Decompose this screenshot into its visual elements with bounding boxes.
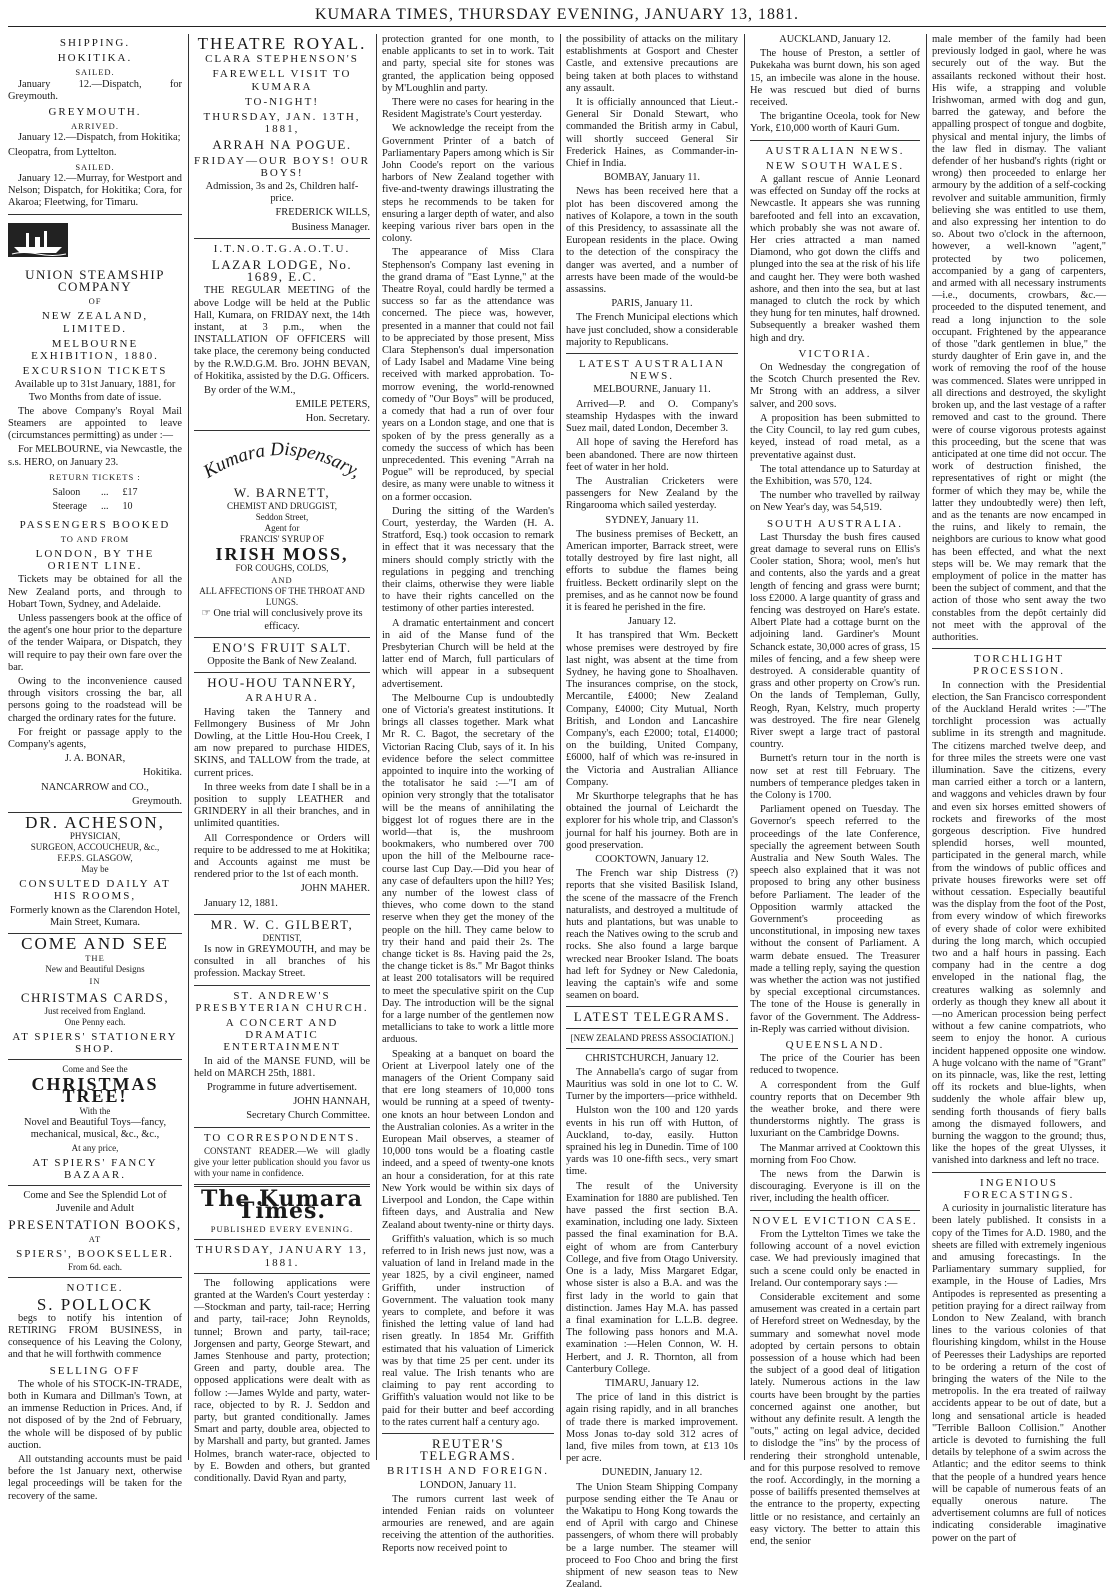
subsection-heading: NEW SOUTH WALES. — [765, 159, 905, 172]
editorial-date: THURSDAY, JANUARY 13, 1881. — [196, 1244, 368, 1269]
article-text: The total attendance up to Saturday at the Exhibition, was 570, 124. — [750, 463, 920, 487]
hokitika-heading: HOKITIKA. — [57, 52, 133, 65]
article-text: A proposition has been submitted to the City Council, to lay red gum cubes, keyed, instead of road metal, as a preventative against dust. — [750, 412, 920, 461]
come-and-see-heading: COME AND SEE — [21, 933, 169, 953]
article-text: The following applications were granted at the Warden's Court yesterday :—Stockman and party, tail-race; Herring and party, tail-race; John Reynolds, tunnel; Brown and party, tail-race; Jorgensen and party, George Stewart, and James Stenhouse and party, protection; Green and party, double area. The opposed applications were dealt with as follow :—James Wylde and party, water-race, objected to by R. J. Seddon and party, but granted conditionally. James Smart and party, double area, objected to by Marshall and party, but granted. James Holmes, branch water-race, objected to by E. Bowden and others, but granted conditionally. David Ryan and party, — [194, 1277, 370, 1485]
article-text: The number who travelled by railway on New Year's day, was 54,519. — [750, 490, 920, 514]
column-1 — [8, 34, 182, 1502]
article-text: the possibility of attacks on the military establishments at Gosport and Chester Castle, and extensive precautions are being taken at both places to withstand any assault. — [566, 34, 738, 94]
theatre-royal-heading: THEATRE ROYAL. — [197, 34, 367, 53]
ad-text: Programme in future advertisement. — [206, 1082, 358, 1093]
press-association-label: [NEW ZEALAND PRESS ASSOCIATION.] — [570, 1032, 734, 1043]
article-text: The business premises of Beckett, an American importer, Barrack street, were totally destroyed by fire last night, all efforts to subdue the flames being fruitless. Beckett ordinarily slept on the premises, and as he cannot now be found it is feared he perished in the fire. — [566, 528, 738, 613]
masthead: KUMARA TIMES, THURSDAY EVENING, JANUARY 13, 1881. — [8, 4, 1106, 27]
signatory-title: Business Manager. — [291, 221, 370, 233]
dateline: BOMBAY, January 11. — [603, 172, 701, 184]
ad-text: Tickets may be obtained for all the New Zealand ports, and through to Hobart Town, Sydney, and Adelaide. — [8, 574, 182, 610]
dateline: CHRISTCHURCH, January 12. — [585, 1052, 719, 1064]
union-steamship-title: UNION STEAMSHIP COMPANY — [25, 266, 165, 295]
ad-heading: FRIDAY—OUR BOYS! OUR BOYS! — [194, 154, 370, 179]
article-text: A curiosity in journalistic literature has been lately published. It consists in a copy of the Times for A.D. 1980, and the sheets are filled with extremely ingenious and amusing forecastings. In the Parliamentary summary supplied, for example, in the House of Ladies, Mrs Antipodes is represented as presenting a petition praying for a direct railway from London to New Zealand, with branch lines to the various colonies of that flourishing kingdom, whilst in the House of Peeresses their Ladyships are reported to be ordering a return of the cost of bringing the waters of the Nile to the metropolis. In the era treated of railway accidents appear to be out of date, but a long and sensational article is headed "Terrible Balloon Collision." Another article is devoted to furnishing the full details by telephone of a swim across the Atlantic; and the editor seems to think that the people of a hundred years hence will be capable of numerous feats of an equally onerous nature. The advertisement columns are full of notices indicating considerable imaginative power on the part of — [932, 1203, 1106, 1544]
article-text: male member of the family had been previously lodged in gaol, where he was securely out of the way. But the assailants reckoned without their host. His wife, a strapping and voluble Irishwoman, armed with dog and gun, barred the gateway, and before the appalling prospect of tongue and dogbite, physical and mental injury, the limbs of the law fled in dismay. The valiant defender of her husband's rights (right or wrong) then proceeded to enlarge her armoury by the addition of a self-cocking revolver and suitable ammunition, firmly believing she was entitled to use them, and also expressing her intention to do so. About two o'clock in the afternoon, however, a well-known "agent," protected by two policemen, accompanied by a gang of carpenters, and armed with all necessary instruments—i.e., documents, crowbars, &c.—proceeded to the disputed tenement, and read a long injunction to the sole occupant. Frightened by the appearance of those "dark gentlemen in blue," the sturdy daughter of Erin gave in, and the work of removing the roof of the house was commenced. Slates were unripped in all directions and destroyed, the skylight broken up, and the last vestage of a rafter removed and cast to the ground. There were of course vigorous protests against this proceeding, but the scene that was anticipated at one time did not occur. The work of destruction finished, the representatives of right or might (the former of which they may be, while the latter they undoubtedly were) then left, and as the tenants are now encamped in the ruins, and likely to remain, the neighbors are curious to know what good has been effected, and what the next steps will be. We may remark that the employment of police in the matter has been the subject of comment, and that the action of those who sent away the two constables from the depôt certainly did not meet with the approval of the authorities. — [932, 34, 1106, 643]
subsection-heading: VICTORIA. — [798, 347, 872, 360]
ticket-price: 10 — [122, 501, 133, 513]
availability-text: Available up to 31st January, 1881, for Two Months from date of issue. — [14, 379, 176, 403]
greymouth-heading: GREYMOUTH. — [48, 106, 142, 119]
ad-subline: PHYSICIAN, — [69, 831, 121, 842]
article-text: Burnett's return tour in the north is now set at rest till February. The numbers of temperance pledges taken in the Colony is 1700. — [750, 753, 920, 801]
agent-name: NANCARROW and CO., — [41, 781, 149, 793]
tannery-heading: HOU-HOU TANNERY, — [207, 675, 357, 691]
dateline: LONDON, January 11. — [419, 1479, 517, 1491]
column-2 — [194, 34, 370, 1485]
dateline: January 12. — [628, 616, 676, 628]
correspondents-heading: TO CORRESPONDENTS. — [203, 1131, 361, 1144]
ad-subline: THE — [85, 953, 105, 964]
article-text: News has been received here that a plot has been discovered among the natives of Kolapore, a town in the south of this Presidency, to assassinate all the European residents in the place. Owing to the detection of the conspiracy the danger was averted, and a number of arrests have been made of the would-be assassins. — [566, 186, 738, 296]
ad-subline: May be — [81, 864, 109, 875]
irish-moss-heading: IRISH MOSS, — [215, 543, 349, 564]
article-text: In connection with the Presidential election, the San Francisco correspondent of the Auckland Herald writes :—"The torchlight procession was actually sublime in its strength and magnitude. The citizens marched twelve deep, and for three miles the streets were one vast illumination. Save the citizens, every man carried either a torch or a lantern, and waggons and vehicles drawn by four and even six horses emitted showers of rockets and fireworks of the most gorgeous description. Five hundred splendid horses, well mounted, participated in the general march, while from the windows of public offices and private houses fireworks were set off without cessation. Especially beautiful was the display from the foot of the Post, from every window of which fireworks of every shade of color were exhibited during the long march, which occupied two and a half hours in passing. Each company had in the centre a dog enveloped in the national flag, the creatures walking as solemnly and orderly as though they knew all about it—no American procession being perfect without a few canine compatriots, who seem to enjoy the honor. A curious incident happened opposite one window. A huge volcano with the name of "Grant" on its pinnacle, was, like the rest, letting off its rockets and blue-lights, when suddenly the whole affair blew up, sending forth thousands of fiery balls among the dismayed followers, and burning the waggon to the ground; thus, like the hopes of the great Ulysses, it vanished into darkness and left no trace. — [932, 679, 1106, 1167]
article-text: All hope of saving the Hereford has been abandoned. There are now thirteen feet of water in her hold. — [566, 437, 738, 473]
article-text: A correspondent from the Gulf country reports that on December 9th the weather broke, and there were thunderstorms nightly. The grass is luxuriant on the Cambridge Downs. — [750, 1079, 920, 1140]
bookseller: SPIERS', BOOKSELLER. — [16, 1248, 174, 1261]
correspondent-note: CONSTANT READER.—We will gladly give your letter publication should you favor us with your name in confidence. — [194, 1145, 370, 1178]
ad-subline: ALL AFFECTIONS OF THE THROAT AND LUNGS. — [199, 586, 365, 608]
ad-text: In aid of the MANSE FUND, will be held on MARCH 25th, 1881. — [194, 1055, 370, 1079]
article-text: The French war ship Distress (?) reports that she visited Basilisk Island, the scene of the massacre of the French naturalists, and destroyed a multitude of huts and plantations, but was unable to reach the Natives owing to the scrub and rocks. She also found a large barque wrecked near Brooker Island. The boats had left for Sydney or New Caledonia, leaving the captain's wife and some seamen on board. — [566, 868, 738, 1002]
section-heading: INGENIOUS FORECASTINGS. — [963, 1176, 1075, 1201]
ad-text: For freight or passage apply to the Company's agents, — [8, 726, 182, 750]
ad-subline: Come and See the — [62, 1064, 128, 1075]
dateline: AUCKLAND, January 12. — [779, 34, 891, 45]
sailed-label: SAILED. — [75, 161, 115, 172]
gilbert-heading: MR. W. C. GILBERT, — [210, 916, 354, 932]
article-text: The Manmar arrived at Cooktown this morning from Foo Chow. — [750, 1142, 920, 1166]
kumara-dispensary-arched-title — [197, 435, 367, 483]
excursion-heading: EXCURSION TICKETS — [22, 365, 168, 378]
ad-subline: IN — [89, 976, 101, 987]
ad-text: For MELBOURNE, via Newcastle, the s.s. HERO, on January 23. — [8, 444, 182, 468]
article-text: Arrived—P. and O. Company's steamship Hydaspes with the inward Suez mail, dated London, December 3. — [566, 398, 738, 435]
signatory: FREDERICK WILLS, — [275, 207, 370, 219]
ad-text: THE REGULAR MEETING of the above Lodge will be held at the Public Hall, Kumara, on FRIDAY next, the 14th instant, at 3 p.m., when the INSTALLATION OF OFFICERS will take place, the ceremony being conducted by the R.W.D.G.M. Bro. JOHN BEVAN, of Hokitika, assisted by the D.G. Officers. — [194, 285, 370, 382]
ad-subline: AND — [271, 575, 293, 586]
ad-text: One trial will conclusively prove its efficacy. — [213, 608, 363, 632]
agent-name: J. A. BONAR, — [64, 753, 126, 765]
lazar-lodge-heading: LAZAR LODGE, No. 1689, E.C. — [211, 257, 353, 285]
masonic-heading: I.T.N.O.T.G.A.O.T.U. — [213, 242, 351, 255]
article-text: protection granted for one month, to enable applicants to set in to work. Tait and party, special site for stones was granted, the application being opposed by M'Loughlin and party. — [382, 34, 554, 94]
article-text: Mr Skurthorpe telegraphs that he has obtained the journal of Leichardt the explorer for his whole trip, and Classon's journal for half his journey. Both are in good preservation. — [566, 790, 738, 851]
ad-text: Having taken the Tannery and Fellmongery Business of Mr John Dowling, at the Little Hou-Hou Creek, I am now prepared to purchase HIDES, SKINS, and TALLOW from the trade, at current prices. — [194, 706, 370, 779]
ad-text: Opposite the Bank of New Zealand. — [207, 655, 357, 667]
ad-text: In three weeks from date I shall be in a position to supply LEATHER and GRINDERY in all their branches, and in unlimited quantities. — [194, 781, 370, 830]
ad-subline: New and Beautiful Designs — [45, 964, 145, 975]
article-text: On Wednesday the congregation of the Scotch Church presented the Rev. Mr Strong with an address, a silver salver, and 200 sovs. — [750, 362, 920, 410]
ad-subline: With the — [79, 1105, 111, 1116]
ad-text: All Correspondence or Orders will require to be addressed to me at Hokitika; and Accounts against me must be rendered prior to the 1st of each month. — [194, 832, 370, 881]
subsection-heading: SOUTH AUSTRALIA. — [767, 517, 903, 530]
ad-subline: At any price, — [71, 1143, 119, 1154]
article-text: The brigantine Oceola, took for New York, £10,000 worth of Kauri Gum. — [750, 111, 920, 135]
dispensary-title: Kumara Dispensary, — [199, 438, 365, 483]
dateline: COOKTOWN, January 12. — [595, 854, 709, 865]
to-from-label: TO AND FROM — [60, 533, 130, 544]
presentation-books-heading: PRESENTATION BOOKS, — [8, 1216, 182, 1232]
article-text: Last Thursday the bush fires caused great damage to several runs on Ellis's Cooler station, Shora; wool, men's hut and contents, also the yards and a great length of fencing and grass were burnt; loss £2000. A large quantity of grass and fencing was destroyed on Hare's estate. Albert Plate had a cottage burnt on the adjoining land. Gardiner's Mount Schanck estate, 30,000 acres of grass, 15 miles of fencing, and a few sheep were destroyed. A considerable quantity of grass and other property on Crow's run. On the lands of Templeman, Gully, Reogh, Ryan, Kelstry, much property was destroyed. The fire near Glenelg River swept a large tract of pastoral country. — [750, 531, 920, 751]
ad-heading: CLARA STEPHENSON'S — [205, 53, 359, 66]
subsection-heading: QUEENSLAND. — [785, 1039, 885, 1052]
dateline: SYDNEY, January 11. — [605, 514, 699, 526]
selling-off-heading: SELLING OFF — [49, 1364, 141, 1377]
ad-heading: FAREWELL VISIT TO KUMARA — [212, 68, 352, 93]
notice-heading: NOTICE. — [66, 1282, 124, 1295]
newspaper-page — [8, 4, 1106, 1591]
london-heading: LONDON, BY THE ORIENT LINE. — [35, 547, 155, 573]
section-heading: AUSTRALIAN NEWS. — [765, 144, 905, 157]
ad-text: Is now in GREYMOUTH, and may be consulted in all branches of his profession. Mackay Street. — [194, 943, 370, 980]
signatory: JOHN MAHER. — [300, 883, 370, 895]
ad-date: January 12, 1881. — [204, 897, 278, 909]
passengers-heading: PASSENGERS BOOKED — [19, 518, 171, 531]
shipping-line: Cleopatra, from Lyttelton. — [8, 146, 117, 158]
section-heading: LATEST AUSTRALIAN NEWS. — [579, 358, 725, 383]
column-6 — [932, 34, 1106, 1544]
column-4 — [566, 34, 738, 1591]
article-text: Hulston won the 100 and 120 yards events in his run off with Hutton, of Auckland, to-day, easily. Hutton sprained his leg in Dunedin. Time of 100 yards was 10 one-fifth secs., very smart time. — [566, 1105, 738, 1178]
dateline: MELBOURNE, January 11. — [593, 384, 711, 396]
section-heading: NOVEL EVICTION CASE. — [752, 1214, 918, 1227]
article-text: The Melbourne Cup is undoubtedly one of Victoria's greatest institutions. It brings all classes together. Mark what Mr R. C. Bagot, the secretary of the Victorian Racing Club, says of it. In his evidence before the select committee appointed to inquire into the working of the totalisator he said :—"I am of opinion very strongly that the totalisator will be the means of annihilating the biggest lot of rogues there are in the world—that is, the mushroom bookmakers, who numbered over 700 upon the hill of the Melbourne race-course last Cup Day.—Did you hear of any case of defaulters upon the hill? Yes; any number of the lowest class of thieves, who come down to the stand reserve when they get the money of the people on the hill. They came below to try their hand and paid their 2s. The change ticket is 8s. Having paid the 2s, the change ticket is 8s." Mr Bagot thinks at least 200 totalisators will be required to meet the speculative spirit on the Cup Day. The introduction will be the signal for a large number of the gentlemen now metallicians to take to work a little more arduous. — [382, 692, 554, 1046]
section-heading: BRITISH AND FOREIGN. — [387, 1465, 549, 1478]
spiers-stationery: AT SPIERS' STATIONERY SHOP. — [12, 1030, 178, 1055]
ad-text: The above Company's Royal Mail Steamers are appointed to leave (circumstances permitting) as under :— — [8, 405, 182, 442]
ad-subline: F.F.P.S. GLASGOW, — [57, 853, 133, 864]
column-3 — [382, 34, 554, 1554]
arrived-label: ARRIVED. — [71, 121, 119, 132]
article-text: During the sitting of the Warden's Court, yesterday, the Warden (H. A. Stratford, Esq.) took occasion to remark in effect that it was necessary that the miners should comply strictly with the regulations in pegging and trenching their claims, otherwise they were liable to have their rights cancelled on the testimony of other parties interested. — [382, 505, 554, 615]
christmas-cards-heading: CHRISTMAS CARDS, — [20, 989, 170, 1005]
shipping-line: January 12.—Dispatch, from Hokitika; — [18, 132, 181, 144]
union-steamship-subtitle: NEW ZEALAND, LIMITED. — [41, 310, 149, 335]
article-text: The price of the Courier has been reduced to twopence. — [750, 1053, 920, 1077]
article-text: The rumors current last week of intended Fenian raids on volunteer armouries are renewed, and are again receiving the attention of the authorities. Reports now received point to — [382, 1493, 554, 1554]
article-text: The French Municipal elections which have just concluded, show a considerable majority to Republicans. — [566, 312, 738, 348]
ad-text: Unless passengers book at the office of the agent's one hour prior to the departure of the tender Waipara, or Dispatch, they will require to pay their own fare over the bar. — [8, 612, 182, 673]
fancy-bazaar: AT SPIERS' FANCY BAZAAR. — [32, 1157, 158, 1182]
article-text: The appearance of Miss Clara Stephenson's Company last evening in the grand drama of "East Lynne," at the Theatre Royal, could hardly be termed a success so far as the attendance was concerned. The piece was, however, presented in a manner that could not fail to be appreciated by those present, Miss Clara Stephenson's dual impersonation of Lady Isabel and Madame Vine being received with marked approbation. To-morrow evening, the world-renowned comedy of "Our Boys" will be produced, a comedy that had a run of over four years on a London stage, and one that is spoken of by the press generally as a comedy the success of which has been unprecedented. This evening "Arrah na Pogue" will be reproduced, by special desire, as many were unable to witness it on a former occasion. — [382, 247, 554, 503]
dateline: TIMARU, January 12. — [604, 1377, 700, 1389]
article-text: Griffith's valuation, which is so much referred to in Irish news just now, was a valuation of land in Ireland made in the year 1825, by a civil engineer, named Griffith, under instruction of Government. The valuation took many years to complete, and before it was finished the letting value of land had risen greatly. In 1854 Mr. Griffith estimated that his valuation of Limerick was by that time 25 per cent. under its real value. The Irish tenants who are claiming to pay rent according to Griffith's valuation would not like to be paid for their butter and beef according to the rates current half a century ago. — [382, 1233, 554, 1428]
article-text: The Annabella's cargo of sugar from Mauritius was sold in one lot to C. W. Turner by the importers—price withheld. — [566, 1066, 738, 1103]
svg-text:Kumara Dispensary, — [199, 439, 364, 483]
article-text: Parliament opened on Tuesday. The Governor's speech referred to the proceedings of the late Conference, specially the agreement between South Australia and New South Wales. The speech also explained that it was not proposed to bring any other business before Parliament. The leader of the Opposition warmly attacked the Government's proceeding as unconstitutional, in imposing new taxes without the consent of Parliament. A warm debate ensued. The Treasurer made a telling reply, saying the question was whether the action was not justified by special exceptional circumstances. The tone of the House is generally in favor of the Government. The Address-in-Reply was carried without division. — [750, 804, 920, 1035]
article-text: The news from the Darwin is discouraging. Everyone is ill on the river, including the health officer. — [750, 1169, 920, 1205]
signatory-title: Secretary Church Committee. — [246, 1110, 370, 1122]
shipping-heading: SHIPPING. — [59, 37, 131, 49]
ticket-class: Saloon — [52, 487, 81, 499]
steamship-icon — [8, 223, 68, 257]
of-label: OF — [88, 296, 102, 307]
return-tickets-label: RETURN TICKETS : — [49, 471, 141, 482]
ad-text: The whole of his STOCK-IN-TRADE, both in Kumara and Dillman's Town, at an immense Reduction in Prices. And, if not disposed of by the 2nd of February, the whole will be disposed of by public auction. — [8, 1378, 182, 1451]
melbourne-exhibition-heading: MELBOURNE EXHIBITION, 1880. — [31, 337, 159, 363]
dateline: PARIS, January 11. — [611, 298, 693, 310]
article-text: It is officially announced that Lieut.-General Sir Donald Stewart, who commanded the British army in Cabul, will shortly succeed General Sir Frederick Haines, as Commander-in-Chief in India. — [566, 97, 738, 170]
article-text: A gallant rescue of Annie Leonard was effected on Sunday off the rocks at Newcastle. It appears she was running barefooted and fell into an excavation, which probably she was not aware of. Her cries attracted a man named Diamond, who got down the cliffs and plunged into the sea at the risk of his life and caught her. They were both washed ashore, and then into the sea, but at last managed to clutch the rock by which they hung for ten minutes, half drowned. Subsequently a breaker washed them high and dry. — [750, 174, 920, 344]
shipping-line: January 12.—Dispatch, for Greymouth. — [8, 78, 182, 102]
dateline: DUNEDIN, January 12. — [601, 1467, 703, 1479]
ad-text — [194, 608, 370, 632]
latest-telegrams-heading: LATEST TELEGRAMS. — [573, 1009, 731, 1025]
ad-text: Formerly known as the Clarendon Hotel, Main Street, Kumara. — [9, 904, 181, 928]
consulted-heading: CONSULTED DAILY AT HIS ROOMS, — [19, 878, 171, 903]
newspaper-nameplate: The Kumara Times. — [200, 1185, 364, 1225]
article-text: Speaking at a banquet on board the Orient at Liverpool lately one of the managers of the Orient Company said that ere long steamers of 10,000 tons would be running at a speed of twenty-one knots an hour between London and the Australian colonies. As a writer in the European Mail observes, a steamer of 10,000 tons would be a floating castle indeed, and a speed of twenty-one knots an hour a consideration, for at this rate New York would be within six days of Liverpool and London, the Cape within fifteen days, and Australia and New Zealand about twenty-nine or thirty days. — [382, 1048, 554, 1231]
article-text: A dramatic entertainment and concert in aid of the Manse fund of the Presbyterian Church will be held at the latter end of March, full particulars of which will appear in a subsequent advertisement. — [382, 617, 554, 690]
ad-heading: TO-NIGHT! — [244, 95, 319, 108]
signatory-title: Hon. Secretary. — [305, 413, 370, 425]
pollock-heading: S. POLLOCK — [36, 1294, 154, 1314]
ad-text: Novel and Beautiful Toys—fancy, mechanical, musical, &c., &c., — [23, 1116, 167, 1140]
chemist-name: W. BARNETT, — [233, 484, 331, 500]
play-title: ARRAH NA POGUE. — [212, 137, 352, 153]
ad-text: begs to notify his intention of RETIRING FROM BUSINESS, in consequence of his Leaving the Colony, and that he will forthwith commence — [8, 1312, 182, 1361]
ad-text: Admission, 3s and 2s, Children half-price. — [205, 181, 359, 205]
ad-subline: SURGEON, ACCOUCHEUR, &c., — [30, 842, 160, 853]
ad-date: THURSDAY, JAN. 13TH, 1881, — [203, 111, 361, 136]
column-5 — [750, 34, 920, 1547]
ad-subline: Agent for — [264, 522, 300, 533]
reuters-heading: REUTER'S TELEGRAMS. — [419, 1435, 517, 1464]
ad-subline: Seddon Street, — [255, 511, 309, 522]
signatory: JOHN HANNAH, — [293, 1096, 370, 1108]
signatory: EMILE PETERS, — [295, 399, 370, 411]
ad-text: Owing to the inconvenience caused through visitors crossing the bar, all persons going to the roadstead will be charged the ordinary rates for the future. — [8, 675, 182, 724]
article-text: We acknowledge the receipt from the Government Printer of a batch of Parliamentary Papers among which is Sir John Coode's report on the various harbors of New Zealand together with five-and-twenty drawings illustrating the steps he recommends to be taken for ensuring a larger depth of water, and also keeping various river bars open in the colony. — [382, 123, 554, 245]
article-text: The Australian Cricketers were passengers for New Zealand by the Ringarooma which sailed yesterday. — [566, 475, 738, 512]
article-text: There were no cases for hearing in the Resident Magistrate's Court yesterday. — [382, 97, 554, 121]
ad-text: Come and See the Splendid Lot of Juvenile and Adult — [23, 1190, 167, 1214]
ad-subline: One Penny each. — [64, 1016, 126, 1027]
ticket-price: £17 — [122, 487, 138, 499]
published-label: PUBLISHED EVERY EVENING. — [210, 1224, 354, 1235]
ad-subline: DENTIST, — [262, 932, 302, 943]
article-text: The result of the University Examination for 1880 are published. Ten have passed the first section B.A. examination, including one lady. Sixteen passed the final examination for B.A. eight of whom are from Canterbury College, and five from Otago University. One is a lady, Miss Margaret Edgar, whose sister is also a B.A. and was the first lady in the world to gain that distinction. James Hay M.A. has passed a final examination for L.L.B. degree. The following pass honors and M.A. examination :—Helen Connon, W. H. Herbert, and J. R. Thornton, all from Canterbury College. — [566, 1180, 738, 1375]
article-text: The house of Preston, a settler of Pukekaha was burnt down, his son aged 15, an imbecile was alone in the house. He was rescued but died of burns received. — [750, 48, 920, 109]
article-text: The price of land in this district is again rising rapidly, and in all branches of trade there is marked improvement. Moss Jonas to-day sold 312 acres of land, five miles from town, at £13 10s per acre. — [566, 1392, 738, 1465]
christmas-tree-heading: CHRISTMAS TREE! — [31, 1074, 159, 1107]
agent-location: Hokitika. — [143, 767, 182, 779]
ad-subline: FRANCIS' SYRUP OF — [239, 533, 325, 544]
acheson-heading: DR. ACHESON, — [25, 812, 165, 832]
ad-text: All outstanding accounts must be paid before the 1st January next, otherwise legal proceedings will be taken for the recovery of the same. — [8, 1454, 182, 1502]
article-text: Considerable excitement and some amusement was created in a certain part of Hereford street on Wednesday, by the summary and somewhat novel mode adopted by certain persons to obtain possession of a house which had been the subject of a good deal of litigation lately. Numerous actions in the law courts have been brought by the parties concerned against one another, but without any definite result. A length the "outs," acting on legal advice, decided to dislodge the "ins" by the process of rendering their stronghold untenable, and for this purpose resolved to remove the roof. Accordingly, in the morning a posse of bailiffs presented themselves at the entrance to the property, expecting little or no resistance, and certainly an easy victory. The better to attain this end, the senior — [750, 1291, 920, 1547]
sailed-label: SAILED. — [75, 67, 115, 78]
ad-heading: ARAHURA. — [245, 692, 319, 705]
article-text: The Union Steam Shipping Company purpose sending either the Te Anau or the Wakatipu to Hong Kong towards the end of April with cargo and Chinese passengers, of whom there will probably be a large number. The steamer will proceed to Foo Choo and bring the first shipment of new season teas to New Zealand. — [566, 1481, 738, 1591]
concert-heading: A CONCERT AND DRAMATIC ENTERTAINMENT — [223, 1016, 341, 1054]
section-heading: TORCHLIGHT PROCESSION. — [973, 653, 1065, 678]
ad-subline: Just received from England. — [44, 1005, 146, 1016]
ad-subline: CHEMIST AND DRUGGIST, — [227, 500, 337, 511]
ad-subline: FOR COUGHS, COLDS, — [235, 563, 329, 574]
pointing-hand-icon: ☞ — [201, 608, 214, 620]
article-text: From the Lyttelton Times we take the following account of a novel eviction case. We had previously imagined that such a scene could only be enacted in Ireland. Our contemporary says :— — [750, 1228, 920, 1289]
article-text: It has transpired that Wm. Beckett whose premises were destroyed by fire last night, was absent at the time from Sydney, he having gone to Shoalhaven. The insurances comprise, on the stock, Mercantile, £4000; New Zealand Company, £4000; City Mutual, North British, and London and Lancashire Company's, each £2000; total, £14000; on the building, United Company, £6000, half of which was re-insured in the Victoria and Australian Alliance Company. — [566, 630, 738, 788]
agent-location: Greymouth. — [132, 795, 182, 807]
ad-subline: AT — [88, 1234, 102, 1245]
ticket-prices: Saloon ... £17 Steerage ... 10 — [45, 485, 146, 515]
ticket-class: Steerage — [52, 501, 87, 513]
ad-text: By order of the W.M., — [204, 385, 296, 397]
shipping-line: January 12.—Murray, for Westport and Nelson; Dispatch, for Hokitika; Cora, for Akaroa; Fleetwing, for Timaru. — [8, 173, 182, 209]
ad-subline: From 6d. each. — [68, 1262, 122, 1273]
enos-fruit-salt-heading: ENO'S FRUIT SALT. — [212, 639, 352, 655]
church-heading: ST. ANDREW'S PRESBYTERIAN CHURCH. — [195, 989, 369, 1014]
